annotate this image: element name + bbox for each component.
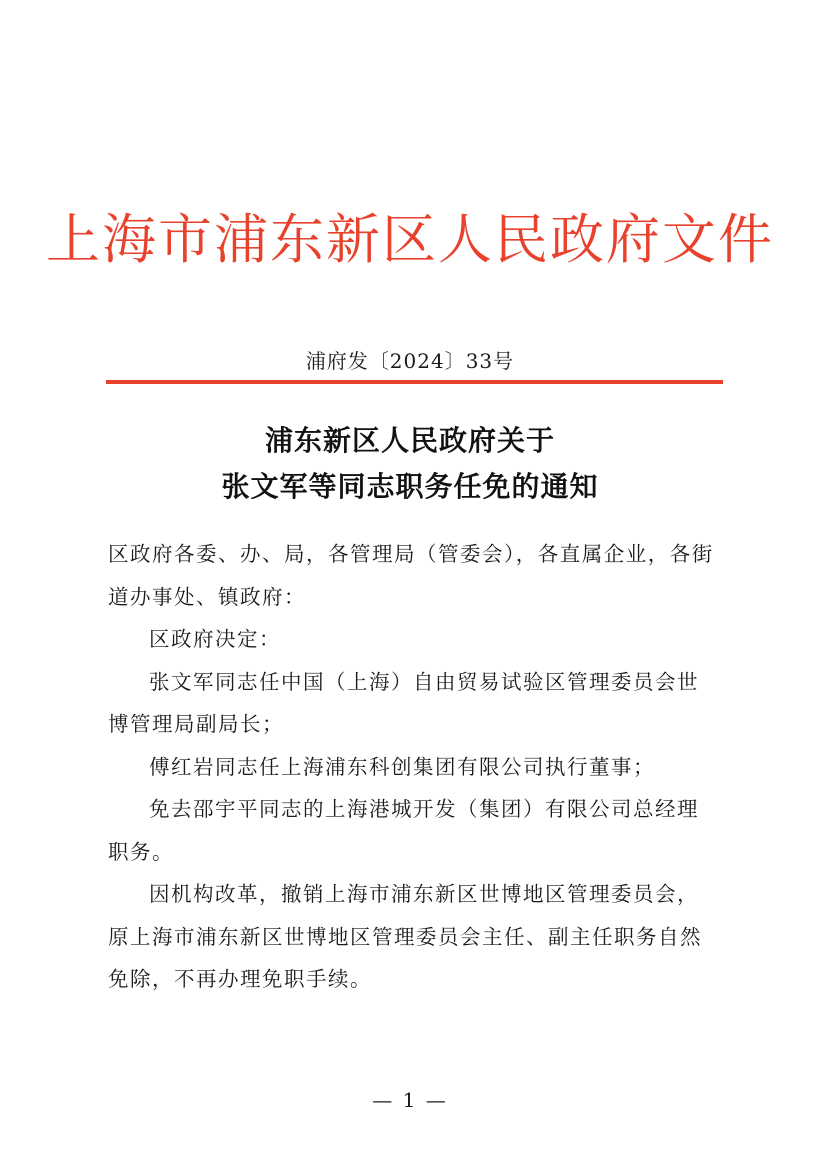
decision-paragraph: 区政府决定： xyxy=(149,627,281,651)
appointment-paragraph-2: 傅红岩同志任上海浦东科创集团有限公司执行董事； xyxy=(149,754,655,779)
document-title-line-2: 张文军等同志职务任免的通知 xyxy=(221,470,599,503)
reorganization-paragraph: 因机构改革，撤销上海市浦东新区世博地区管理委员会，原上海市浦东新区世博地区管理委员会主任、副主任职务自然免除，不再办理免职手续。 xyxy=(108,882,702,991)
document-title xyxy=(0,418,820,510)
document-header-title: 上海市浦东新区人民政府文件 xyxy=(46,208,774,271)
removal-paragraph: 免去邵宇平同志的上海港城开发（集团）有限公司总经理职务。 xyxy=(108,797,699,864)
document-number: 浦府发〔2024〕33号 xyxy=(305,349,515,373)
red-separator-line xyxy=(106,380,723,384)
page-number: — 1 — xyxy=(372,1088,448,1112)
addressee-paragraph: 区政府各委、办、局，各管理局（管委会），各直属企业，各街道办事处、镇政府： xyxy=(108,542,714,609)
document-body xyxy=(108,533,720,1001)
appointment-paragraph-1: 张文军同志任中国（上海）自由贸易试验区管理委员会世博管理局副局长； xyxy=(108,669,699,736)
document-title-line-1: 浦东新区人民政府关于 xyxy=(264,424,555,457)
